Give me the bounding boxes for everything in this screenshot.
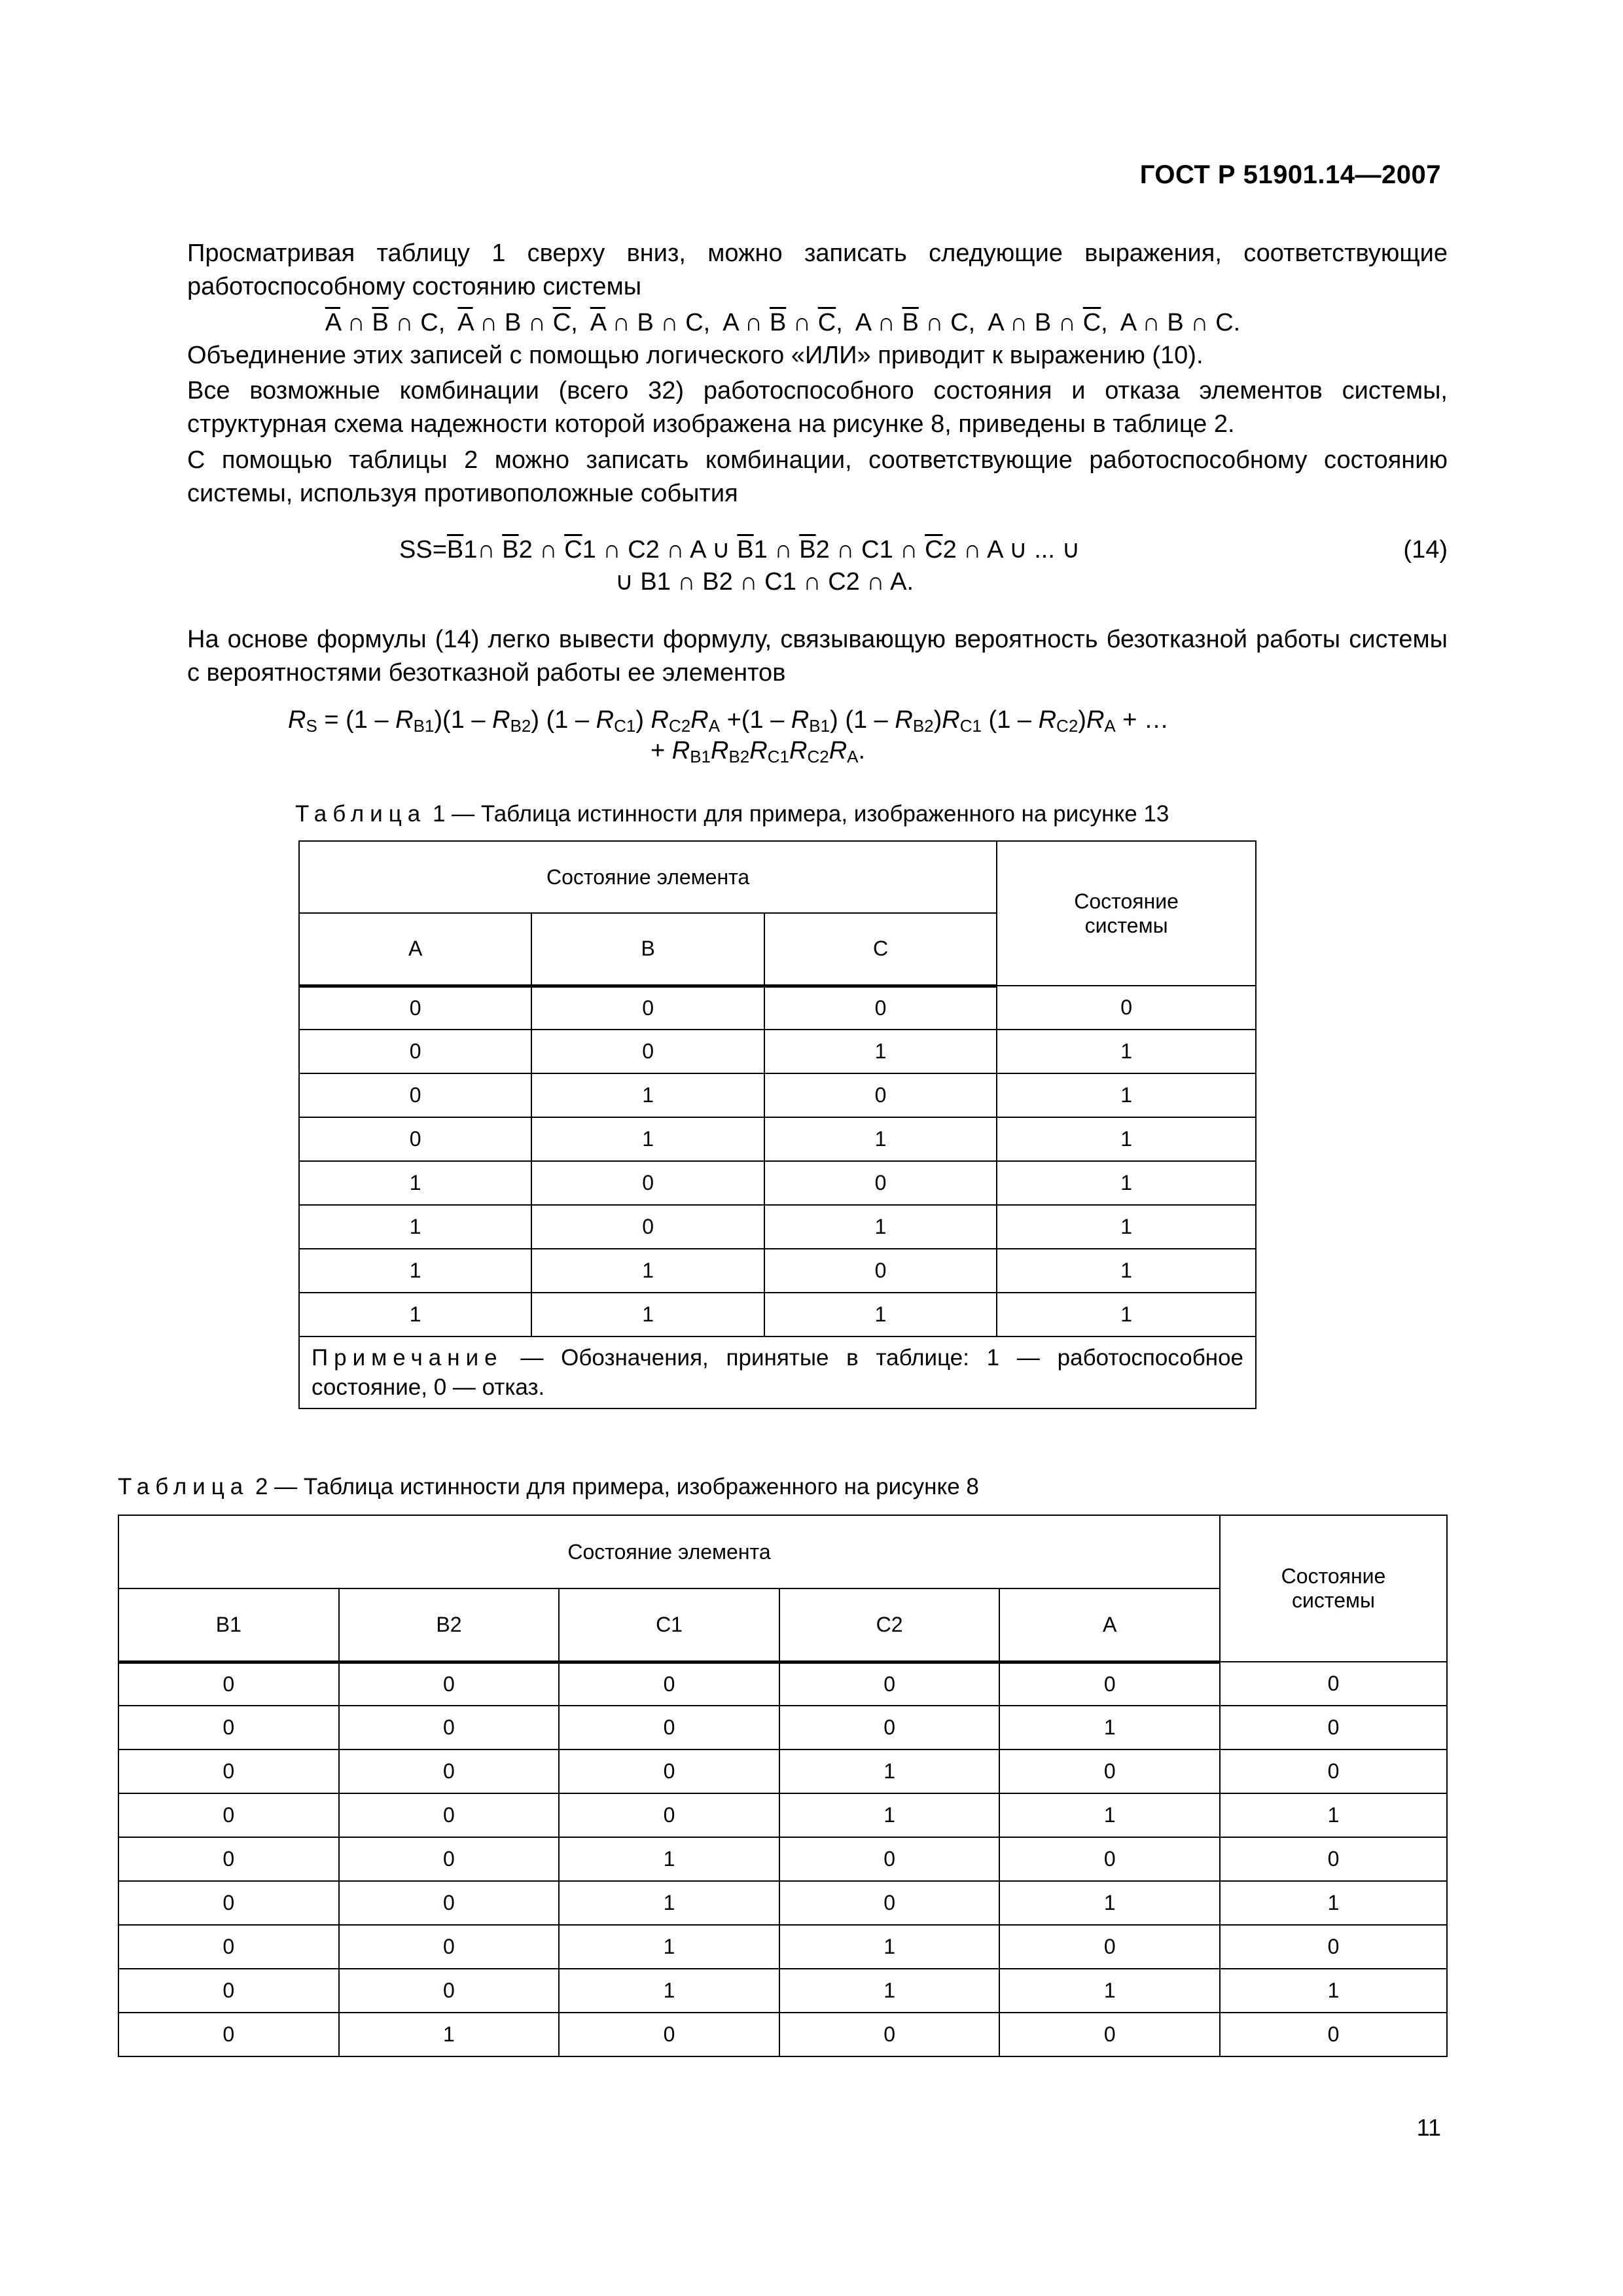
table-cell: 1 bbox=[531, 1293, 764, 1336]
table-cell: 0 bbox=[339, 1662, 560, 1706]
table-cell: 0 bbox=[559, 1793, 779, 1837]
table-cell: 0 bbox=[531, 1205, 764, 1249]
table-cell: 0 bbox=[118, 1969, 339, 2013]
table-cell: 0 bbox=[764, 986, 997, 1030]
table-row bbox=[299, 1073, 1256, 1117]
group-header: Состояние элемента bbox=[118, 1515, 1220, 1588]
table-cell: 0 bbox=[999, 1662, 1220, 1706]
table-cell: 1 bbox=[997, 1249, 1256, 1293]
table-cell: 0 bbox=[339, 1881, 560, 1925]
table-cell: 1 bbox=[999, 1706, 1220, 1749]
table-cell: 0 bbox=[339, 1793, 560, 1837]
table-cell: 1 bbox=[779, 1793, 1000, 1837]
table-row bbox=[299, 1117, 1256, 1161]
table-cell: 0 bbox=[764, 1161, 997, 1205]
table-cell: 0 bbox=[779, 1662, 1000, 1706]
paragraph-4: С помощью таблицы 2 можно записать комбинации, соответствующие работоспособному состоянию системы, используя противоположные события bbox=[187, 446, 1448, 507]
table-row bbox=[299, 1161, 1256, 1205]
table-cell: 0 bbox=[779, 1881, 1000, 1925]
table-row bbox=[118, 1662, 1447, 1706]
table-cell: 0 bbox=[1220, 1837, 1447, 1881]
table-cell: 0 bbox=[299, 1117, 531, 1161]
table-row bbox=[299, 1205, 1256, 1249]
table-cell: 1 bbox=[559, 1881, 779, 1925]
page-number: 11 bbox=[1416, 2114, 1441, 2141]
table-cell: 0 bbox=[779, 1837, 1000, 1881]
column-header: B bbox=[531, 913, 764, 986]
table-cell: 0 bbox=[531, 1030, 764, 1073]
table-cell: 1 bbox=[559, 1925, 779, 1969]
formula-number: (14) bbox=[1403, 536, 1448, 564]
table-cell: 0 bbox=[764, 1249, 997, 1293]
table-cell: 0 bbox=[339, 1837, 560, 1881]
column-header: C1 bbox=[559, 1588, 779, 1662]
table-cell: 0 bbox=[559, 1662, 779, 1706]
table-cell: 1 bbox=[1220, 1969, 1447, 2013]
table-cell: 1 bbox=[997, 1161, 1256, 1205]
table-cell: 0 bbox=[339, 1925, 560, 1969]
document-page: ГОСТ Р 51901.14—2007 Просматривая таблицу 1 сверху вниз, можно записать следующие выражения, соответствующие работоспособному состоянию системы $\overline{A}$ ∩ $\overline{B}$ ∩ C, $\overline{A}$ ∩ B ∩ $\overline{C}$, $\overline{A}$ ∩ B ∩ C, A ∩ $\overline{B}$ ∩ $\overline{C}$, A ∩ $\overline{B}$ ∩ C, A ∩ B ∩ $\overline{C}$, A ∩ B ∩ C. Объединение этих записей с помощью логического «ИЛИ» приводит к выражению (10). Все возможные комбинации (всего 32) работоспособного состояния и отказа элементов системы, структурная схема надежности которой изображена на рисунке 8, приведены в таблице 2. С помощью таблицы 2 можно записать комбинации, соответствующие работоспособному состоянию системы, используя противоположные события $SS=\overline{B}1\cap$ $\overline{B}2$ ∩ $\overline{C}1$ ∩ C2 ∩ A ∪ $\overline{B}1$ ∩ $\overline{B}2$ ∩ C1 ∩ $\overline{C}2$ ∩ A ∪ ... ∪ ∪ B1 ∩ B2 ∩ C1 ∩ C2 ∩ A. (14) На основе формулы (14) легко вывести формулу, связывающую вероятность безотказной работы системы с вероятностями безотказной работы ее элементов $R_S = (1 - R_{B1})(1 - R_{B2})$ $(1 - R_{C1})$ $R_{C2}R_A +(1 - R_{B1})$ $(1 - R_{B2})R_{C1}$ $(1 - R_{C2})R_A$ + … + $R_{B1}R_{B2}R_{C1}R_{C2}R_A$. Таблица 1 — Таблица истинности для примера, изображенного на рисунке 13 Состояние элемента Состояние системы A B C 0 0 0 0 0 0 1 1 0 1 0 1 0 1 1 1 1 0 0 1 1 0 1 1 1 1 0 1 1 1 1 1 Примечание — Обозначения, принятые в таблице: 1 — работоспособное состояние, 0 — отказ. Таблица 2 — Таблица истинности для примера, изображенного на рисунке 8 Состояние элемента Состояние системы B1 B2 C1 C2 A 0 0 0 0 0 0 0 0 0 0 1 0 0 0 0 1 0 0 0 0 0 1 1 1 0 0 1 0 0 0 0 0 1 0 1 1 0 0 1 1 0 0 0 0 1 1 1 1 0 1 0 0 0 0 11 bbox=[118, 160, 1448, 2141]
table-cell: 1 bbox=[764, 1117, 997, 1161]
table-cell: 1 bbox=[299, 1249, 531, 1293]
paragraph-5: На основе формулы (14) легко вывести формулу, связывающую вероятность безотказной работы системы с вероятностями безотказной работы ее элементов bbox=[187, 626, 1448, 687]
table-cell: 0 bbox=[531, 986, 764, 1030]
column-header: A bbox=[999, 1588, 1220, 1662]
table-cell: 1 bbox=[779, 1749, 1000, 1793]
table-cell: 0 bbox=[339, 1706, 560, 1749]
table-cell: 0 bbox=[1220, 1925, 1447, 1969]
table-cell: 1 bbox=[779, 1969, 1000, 2013]
table-cell: 0 bbox=[118, 1793, 339, 1837]
table-row bbox=[299, 1293, 1256, 1336]
table-cell: 0 bbox=[1220, 1662, 1447, 1706]
table-cell: 0 bbox=[118, 1749, 339, 1793]
table-row bbox=[118, 1969, 1447, 2013]
column-header: C2 bbox=[779, 1588, 1000, 1662]
table-cell: 1 bbox=[999, 1881, 1220, 1925]
table-cell: 0 bbox=[997, 986, 1256, 1030]
table-cell: 1 bbox=[997, 1205, 1256, 1249]
table1-caption: Таблица 1 — Таблица истинности для примера, изображенного на рисунке 13 bbox=[295, 801, 1169, 827]
table-row bbox=[299, 1030, 1256, 1073]
boolean-expressions: $\overline{A}$ ∩ $\overline{B}$ ∩ C, $\overline{A}$ ∩ B ∩ $\overline{C}$, $\overline{A}$ ∩ B ∩ C, A ∩ $\overline{B}$ ∩ $\overline{C}$, A ∩ $\overline{B}$ ∩ C, A ∩ B ∩ $\overline{C}$, A ∩ B ∩ C. bbox=[325, 309, 1241, 336]
table-cell: 1 bbox=[997, 1073, 1256, 1117]
table-cell: 0 bbox=[118, 1925, 339, 1969]
table-cell: 1 bbox=[1220, 1793, 1447, 1837]
table-cell: 0 bbox=[118, 1881, 339, 1925]
table-cell: 0 bbox=[339, 1749, 560, 1793]
table-cell: 1 bbox=[299, 1161, 531, 1205]
table-cell: 1 bbox=[779, 1925, 1000, 1969]
table2-caption: Таблица 2 — Таблица истинности для примера, изображенного на рисунке 8 bbox=[118, 1474, 979, 1499]
table-cell: 0 bbox=[118, 2013, 339, 2056]
table-row bbox=[118, 1925, 1447, 1969]
column-header: A bbox=[299, 913, 531, 986]
table-cell: 0 bbox=[999, 1925, 1220, 1969]
table-cell: 0 bbox=[118, 1662, 339, 1706]
table-cell: 1 bbox=[559, 1969, 779, 2013]
table-cell: 1 bbox=[999, 1793, 1220, 1837]
table-cell: 0 bbox=[299, 1030, 531, 1073]
table1-note: Примечание — Обозначения, принятые в таблице: 1 — работоспособное состояние, 0 — отказ. bbox=[299, 1336, 1256, 1408]
table-cell: 1 bbox=[764, 1205, 997, 1249]
table-cell: 0 bbox=[559, 1749, 779, 1793]
table-cell: 1 bbox=[299, 1293, 531, 1336]
table-cell: 1 bbox=[299, 1205, 531, 1249]
column-header: C bbox=[764, 913, 997, 986]
table-row bbox=[118, 1793, 1447, 1837]
table-cell: 0 bbox=[999, 1749, 1220, 1793]
table-cell: 1 bbox=[764, 1030, 997, 1073]
table-cell: 0 bbox=[1220, 1706, 1447, 1749]
table-cell: 1 bbox=[531, 1117, 764, 1161]
paragraph-2: Объединение этих записей с помощью логического «ИЛИ» приводит к выражению (10). bbox=[187, 342, 1204, 369]
standard-header: ГОСТ Р 51901.14—2007 bbox=[1139, 160, 1441, 189]
table-cell: 0 bbox=[531, 1161, 764, 1205]
table-cell: 1 bbox=[764, 1293, 997, 1336]
table-cell: 1 bbox=[997, 1293, 1256, 1336]
system-state-header: Состояние системы bbox=[1220, 1515, 1447, 1662]
truth-table-2 bbox=[118, 1515, 1448, 2057]
table-cell: 0 bbox=[339, 1969, 560, 2013]
table-cell: 0 bbox=[999, 2013, 1220, 2056]
table-cell: 0 bbox=[1220, 1749, 1447, 1793]
table-cell: 0 bbox=[1220, 2013, 1447, 2056]
table-row bbox=[118, 1706, 1447, 1749]
table-cell: 0 bbox=[764, 1073, 997, 1117]
truth-table-1 bbox=[298, 840, 1257, 1409]
column-header: B2 bbox=[339, 1588, 560, 1662]
table-cell: 0 bbox=[118, 1706, 339, 1749]
table-row bbox=[118, 2013, 1447, 2056]
table-cell: 1 bbox=[999, 1969, 1220, 2013]
table-cell: 1 bbox=[997, 1117, 1256, 1161]
table-cell: 0 bbox=[118, 1837, 339, 1881]
group-header: Состояние элемента bbox=[299, 841, 997, 913]
table-cell: 1 bbox=[559, 1837, 779, 1881]
table-cell: 1 bbox=[531, 1249, 764, 1293]
table-cell: 1 bbox=[531, 1073, 764, 1117]
table-row bbox=[299, 986, 1256, 1030]
table-row bbox=[118, 1837, 1447, 1881]
table-cell: 1 bbox=[339, 2013, 560, 2056]
table-row bbox=[299, 1249, 1256, 1293]
table-cell: 0 bbox=[299, 986, 531, 1030]
paragraph-1: Просматривая таблицу 1 сверху вниз, можно записать следующие выражения, соответствующие работоспособному состоянию системы bbox=[187, 240, 1448, 300]
table-cell: 0 bbox=[559, 1706, 779, 1749]
table-cell: 0 bbox=[779, 2013, 1000, 2056]
table-cell: 0 bbox=[559, 2013, 779, 2056]
table-cell: 0 bbox=[999, 1837, 1220, 1881]
table-cell: 1 bbox=[997, 1030, 1256, 1073]
table-row bbox=[118, 1749, 1447, 1793]
table-row bbox=[118, 1881, 1447, 1925]
table-cell: 1 bbox=[1220, 1881, 1447, 1925]
paragraph-3: Все возможные комбинации (всего 32) работоспособного состояния и отказа элементов системы, структурная схема надежности которой изображена на рисунке 8, приведены в таблице 2. bbox=[187, 377, 1448, 438]
table-cell: 0 bbox=[299, 1073, 531, 1117]
table-cell: 0 bbox=[779, 1706, 1000, 1749]
column-header: B1 bbox=[118, 1588, 339, 1662]
system-state-header: Состояние системы bbox=[997, 841, 1256, 986]
